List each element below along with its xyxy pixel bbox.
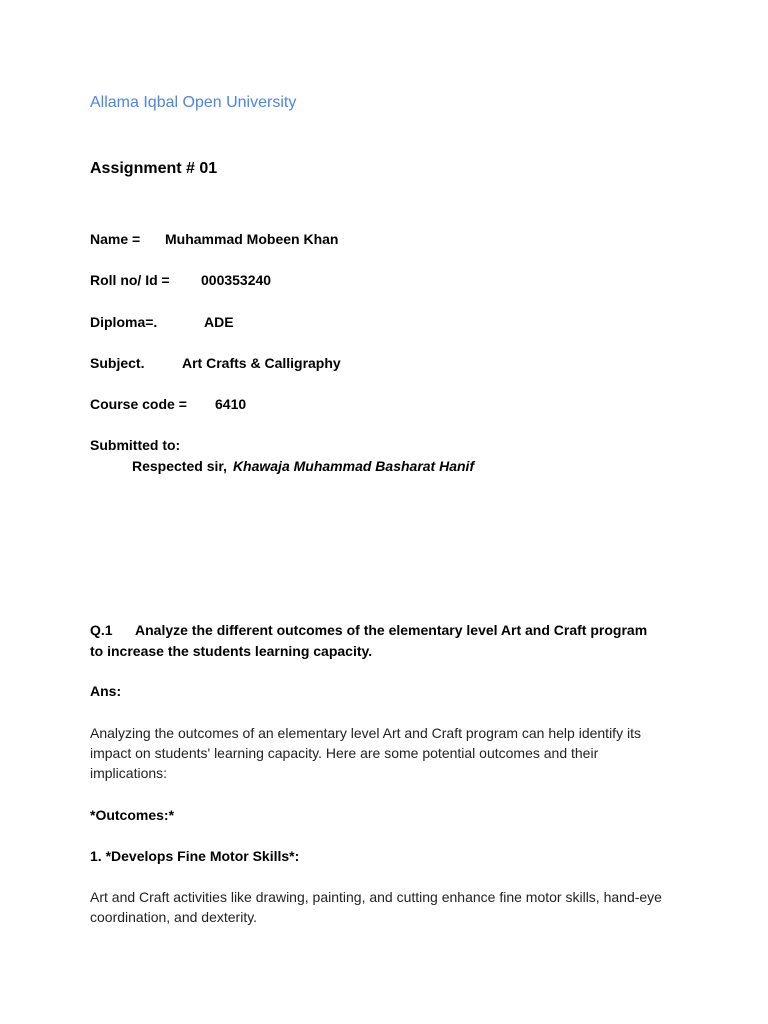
university-title: Allama Iqbal Open University (90, 94, 297, 111)
name-row (90, 229, 490, 249)
name-value: Muhammad Mobeen Khan (165, 231, 339, 247)
roll-row (90, 270, 490, 290)
course-code-label: Course code = (90, 396, 187, 412)
question-text: Analyze the different outcomes of the elementary level Art and Craft program to increase the students learning capacity. (90, 622, 648, 659)
outcomes-heading: *Outcomes:* (90, 807, 175, 823)
subject-value: Art Crafts & Calligraphy (182, 355, 341, 371)
point-1-heading: 1. *Develops Fine Motor Skills*: (90, 848, 300, 864)
course-code-value: 6410 (215, 396, 247, 412)
roll-value: 000353240 (201, 272, 272, 288)
point-1-paragraph: Art and Craft activities like drawing, painting, and cutting enhance fine motor skills, hand-eye coordination, and dexterity. (90, 889, 662, 925)
teacher-name: Khawaja Muhammad Basharat Hanif (232, 458, 475, 474)
answer-label: Ans: (90, 683, 122, 699)
respected-text: Respected sir, (132, 458, 227, 474)
diploma-row (90, 312, 490, 332)
question-number: Q.1 (90, 622, 113, 638)
submitted-to-label: Submitted to: (90, 437, 181, 453)
subject-label: Subject. (90, 355, 145, 371)
roll-label: Roll no/ Id = (90, 272, 170, 288)
diploma-label: Diploma=. (90, 314, 158, 330)
course-code-row (90, 394, 490, 414)
subject-row (90, 353, 490, 373)
question-1 (90, 620, 650, 662)
name-label: Name = (90, 231, 141, 247)
assignment-title: Assignment # 01 (90, 160, 218, 177)
diploma-value: ADE (204, 314, 234, 330)
submitted-to-line (132, 456, 474, 476)
answer-intro-paragraph: Analyzing the outcomes of an elementary level Art and Craft program can help identify its impact on students' learning capacity. Here are some potential outcomes and their implications: (90, 725, 641, 781)
